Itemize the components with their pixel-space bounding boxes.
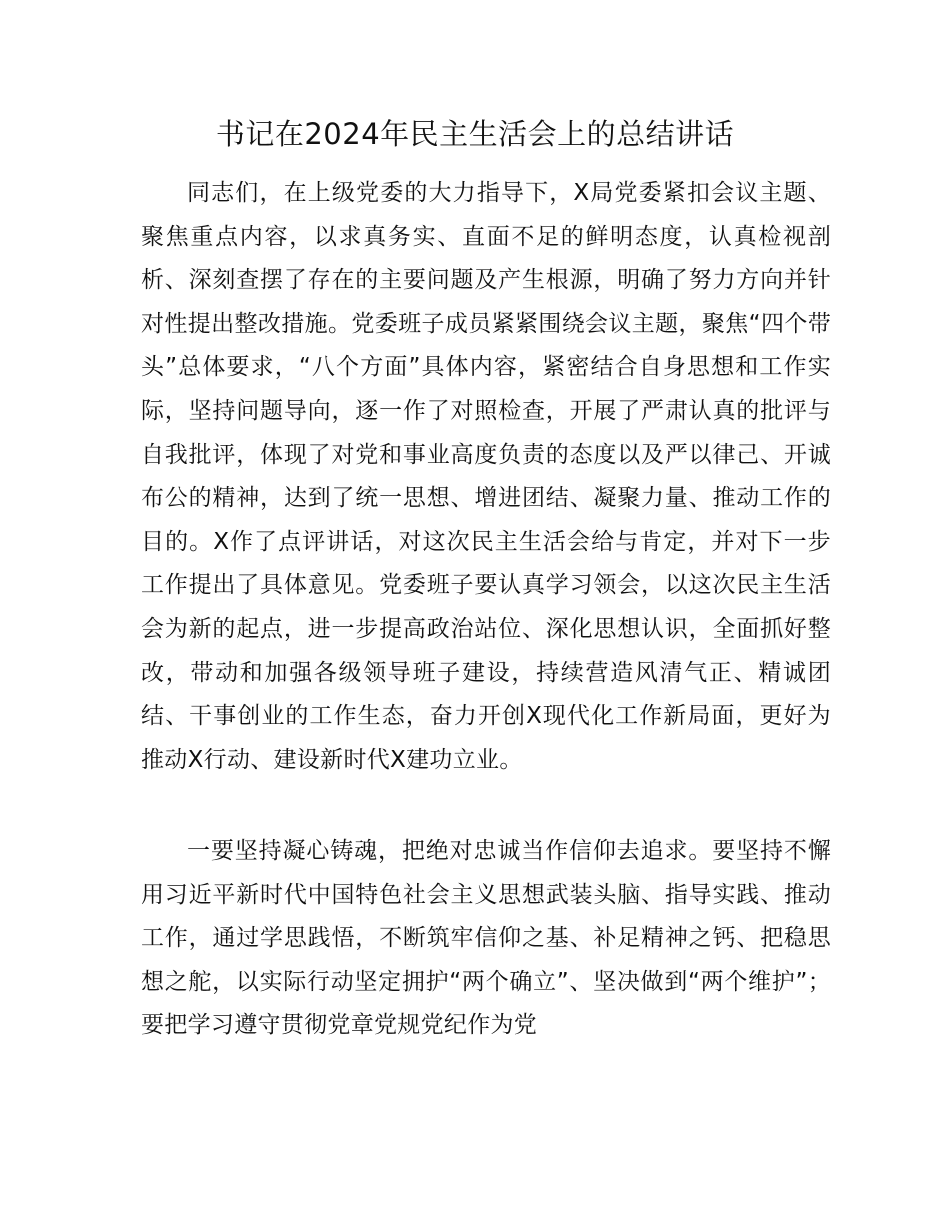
paragraph-2: 一要坚持凝心铸魂，把绝对忠诚当作信仰去追求。要坚持不懈用习近平新时代中国特色社会主义思想武装头脑、指导实践、推动工作，通过学思践悟，不断筑牢信仰之基、补足精神之钙、把稳思想之舵，以实际行动坚定拥护“两个确立”、坚决做到“两个维护”；要把学习遵守贯彻党章党规党纪作为党: [141, 838, 831, 1039]
document-title: 书记在2024年民主生活会上的总结讲话: [215, 117, 735, 151]
paragraph-1: 同志们，在上级党委的大力指导下，X局党委紧扣会议主题、聚焦重点内容，以求真务实、直面不足的鲜明态度，认真检视剖析、深刻查摆了存在的主要问题及产生根源，明确了努力方向并针对性提出整改措施。党委班子成员紧紧围绕会议主题，聚焦“四个带头”总体要求，“八个方面”具体内容，紧密结合自身思想和工作实际，坚持问题导向，逐一作了对照检查，开展了严肃认真的批评与自我批评，体现了对党和事业高度负责的态度以及严以律己、开诚布公的精神，达到了统一思想、增进团结、凝聚力量、推动工作的目的。X作了点评讲话，对这次民主生活会给与肯定，并对下一步工作提出了具体意见。党委班子要认真学习领会，以这次民主生活会为新的起点，进一步提高政治站位、深化思想认识，全面抓好整改，带动和加强各级领导班子建设，持续营造风清气正、精诚团结、干事创业的工作生态，奋力开创X现代化工作新局面，更好为推动X行动、建设新时代X建功立业。: [141, 180, 831, 773]
